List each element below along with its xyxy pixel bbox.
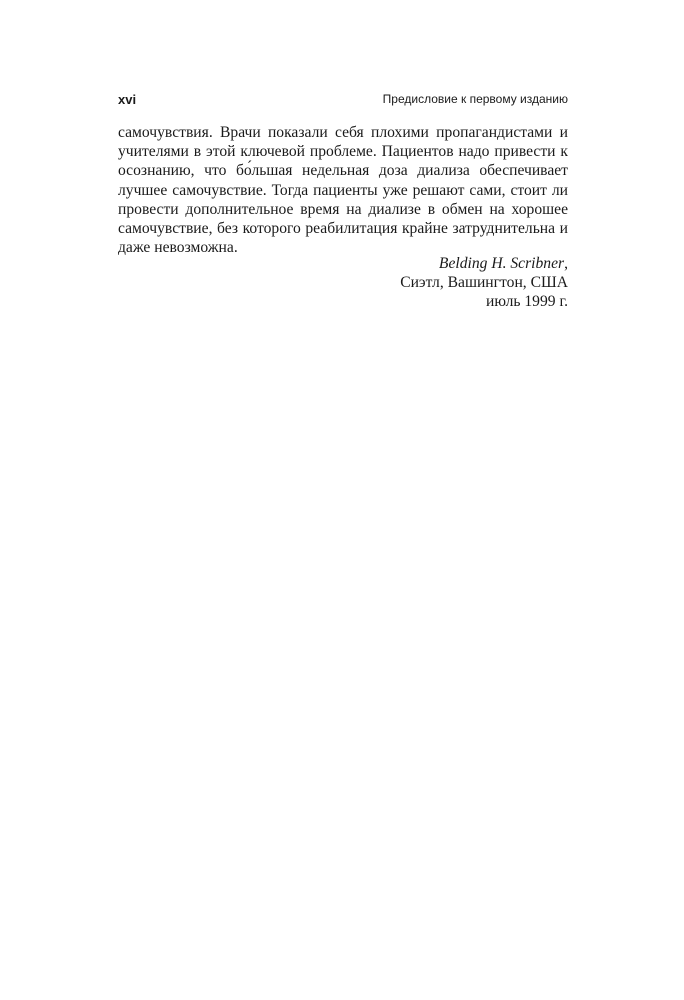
signature-block [268, 254, 568, 312]
signature-author-line [268, 254, 568, 273]
signature-location: Сиэтл, Вашингтон, США [400, 274, 568, 292]
section-title: Предисловие к первому изданию [382, 92, 568, 106]
signature-date: июль 1999 г. [485, 293, 568, 311]
signature-author: Belding H. Scribner [438, 255, 565, 272]
running-header [118, 92, 568, 110]
signature-author-comma: , [564, 255, 568, 272]
page-number: xvi [118, 92, 137, 107]
body-paragraph: самочувствия. Врачи показали себя плохими пропагандистами и учителями в этой ключевой проблеме. Пациентов надо привести к осознанию, что бо́льшая недельная доза диализа обеспечивает лучшее самочувствие. Тогда пациенты уже решают сами, стоит ли провести дополнительное время на диализе в обмен на хорошее самочувствие, без которого реабилитация крайне затруднительна и даже невозможна. [118, 124, 568, 257]
